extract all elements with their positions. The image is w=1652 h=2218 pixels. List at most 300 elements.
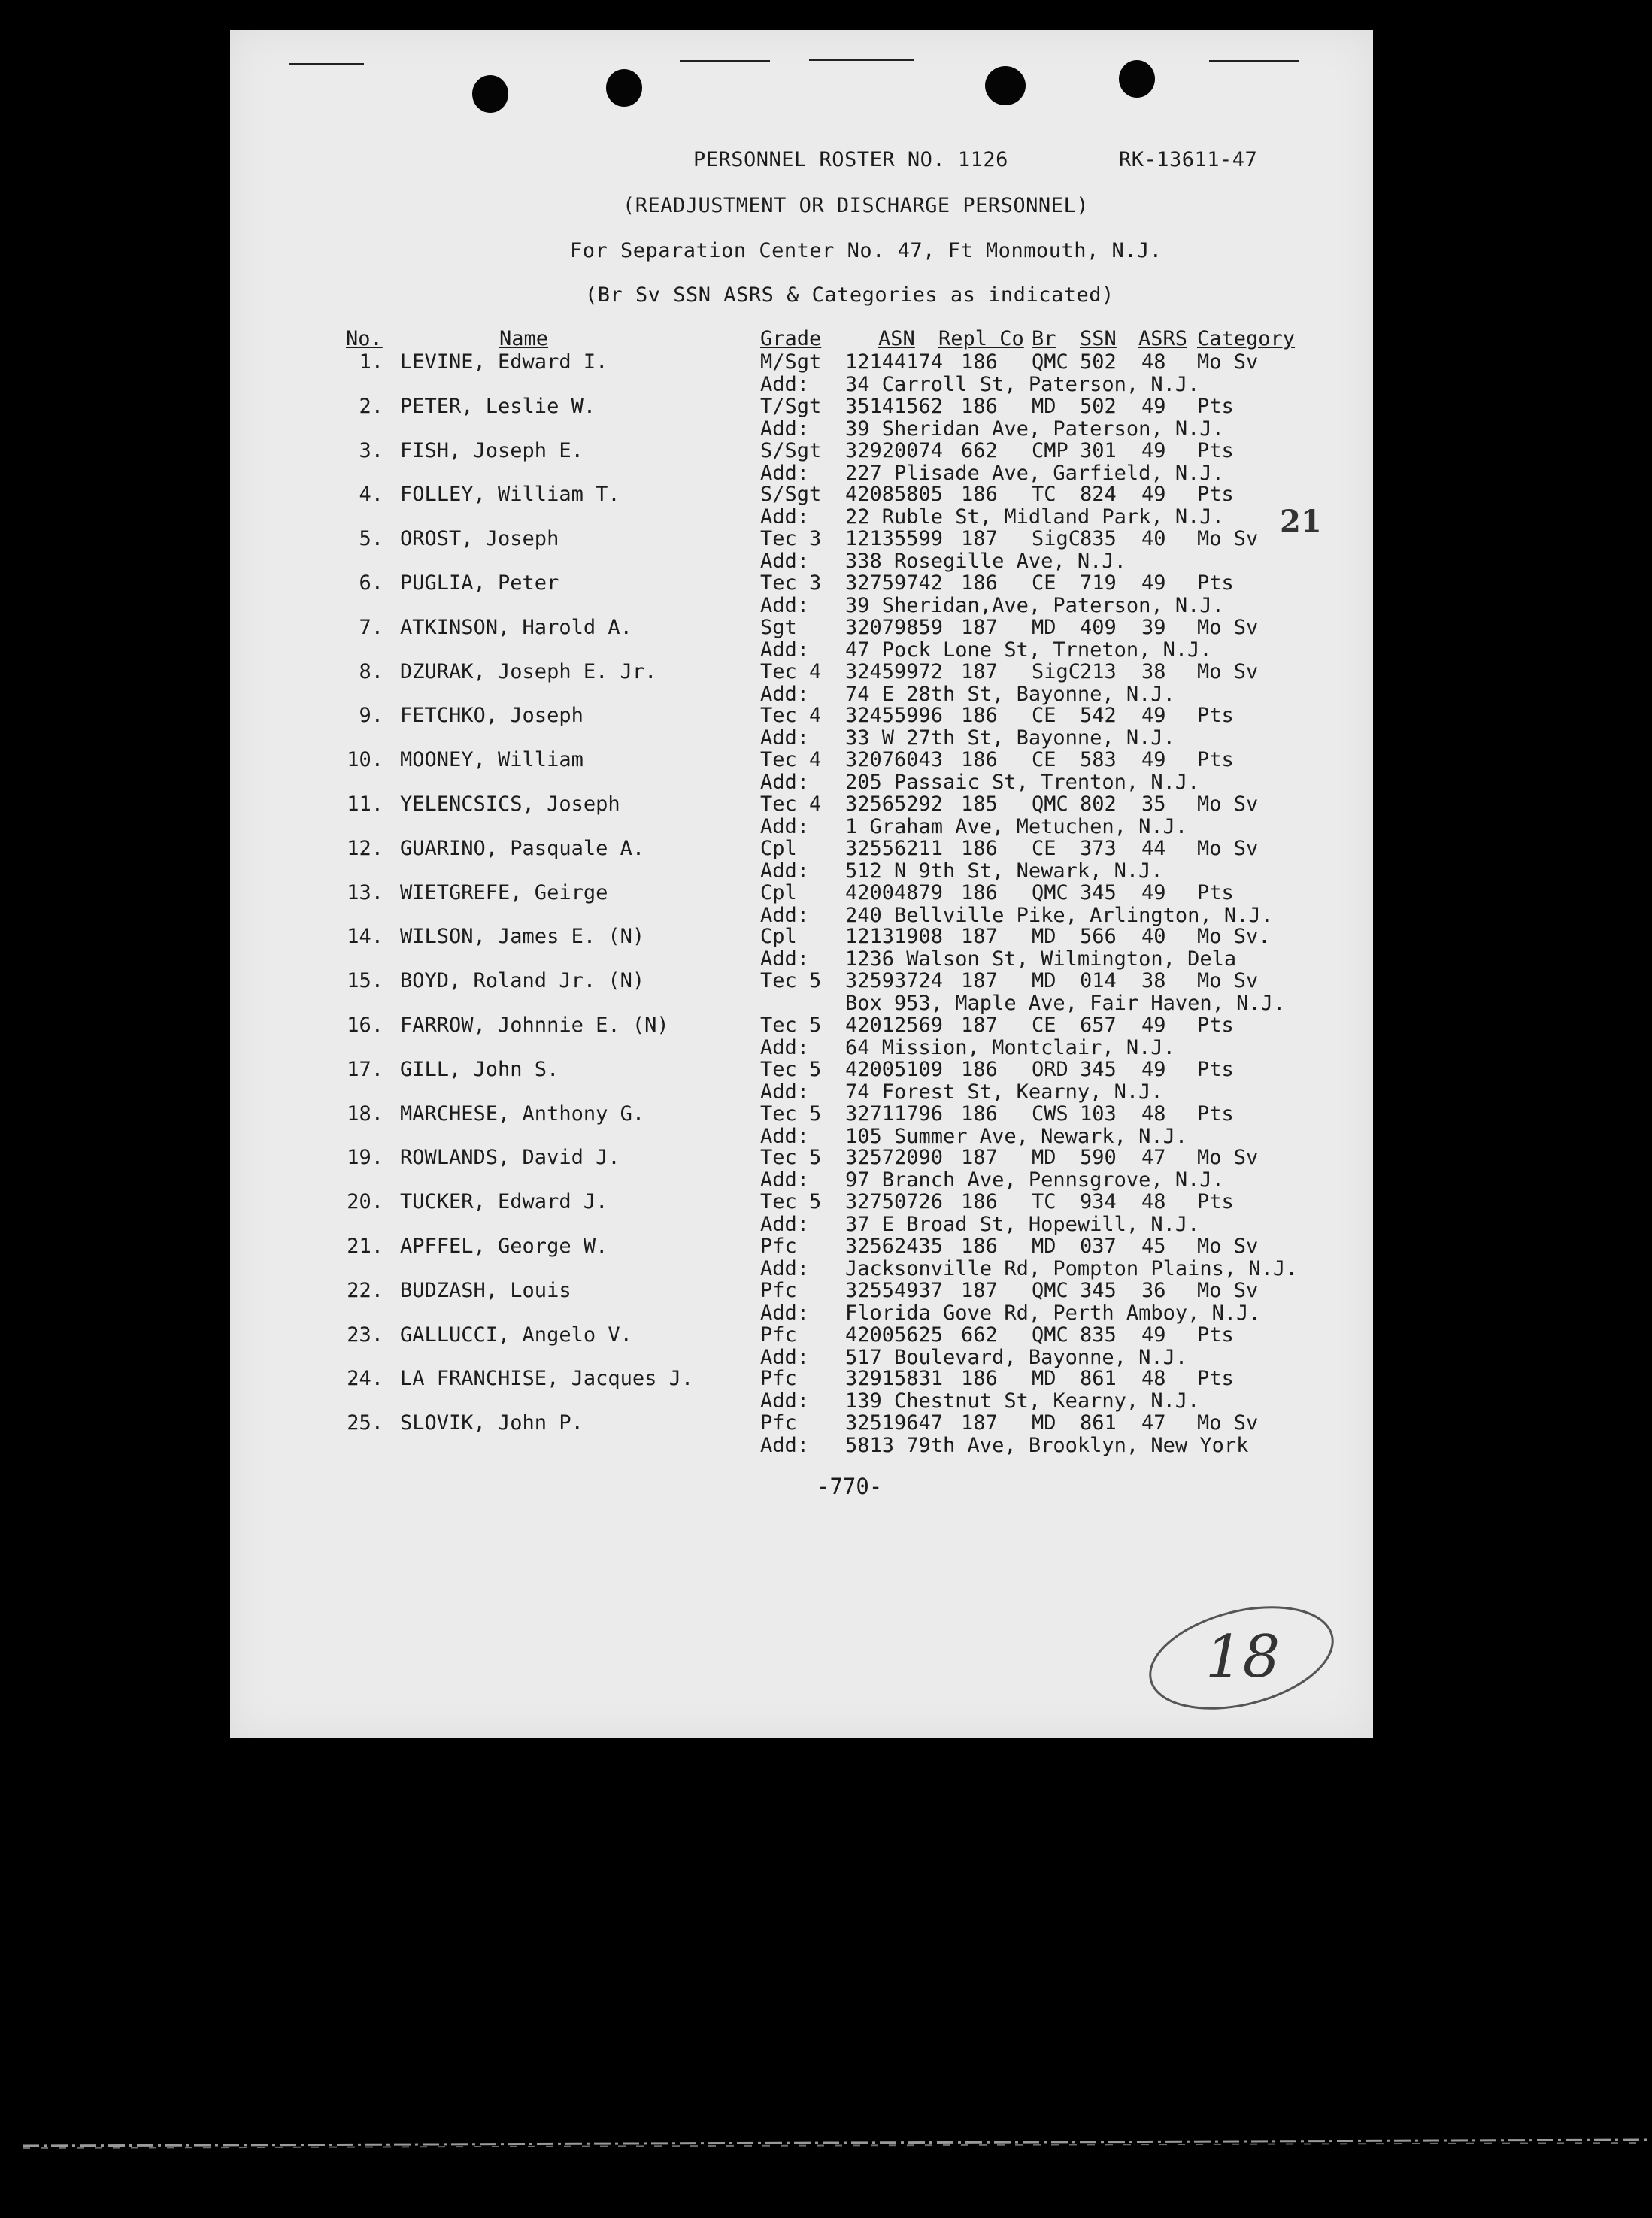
entry-address-label: Add: [760, 1389, 810, 1414]
entry-category: Mo Sv [1197, 615, 1259, 639]
entry-asrs: 49 [1141, 1057, 1166, 1081]
entry-ssn: 345 [1080, 1278, 1117, 1302]
entry-number: 24. [347, 1367, 383, 1391]
entry-ssn: 502 [1080, 350, 1117, 374]
entry-name: TUCKER, Edward J. [400, 1190, 608, 1214]
entry-grade: Tec 5 [760, 969, 822, 993]
punch-hole [606, 69, 642, 107]
scan-scratch [289, 63, 364, 65]
entry-repl-co: 186 [961, 1235, 998, 1258]
entry-ssn: 583 [1080, 748, 1117, 772]
entry-address: 5813 79th Ave, Brooklyn, New York [845, 1434, 1249, 1458]
entry-grade: Tec 3 [760, 571, 822, 595]
entry-repl-co: 187 [961, 615, 998, 639]
entry-asrs: 35 [1141, 792, 1166, 816]
entry-asrs: 44 [1141, 836, 1166, 860]
entry-grade: M/Sgt [760, 350, 822, 374]
entry-ssn: 861 [1080, 1411, 1117, 1435]
entry-category: Mo Sv [1197, 350, 1259, 374]
entry-address: 240 Bellville Pike, Arlington, N.J. [845, 903, 1273, 927]
entry-name: WIETGREFE, Geirge [400, 880, 608, 904]
entry-number: 8. [359, 659, 383, 683]
entry-grade: Sgt [760, 615, 797, 639]
entry-ssn: 502 [1080, 394, 1117, 418]
roster-entry [230, 1235, 1373, 1278]
entry-asn: 32556211 [845, 836, 944, 860]
entry-address-label: Add: [760, 947, 810, 971]
roster-entry [230, 836, 1373, 883]
entry-address-label: Add: [760, 1301, 810, 1325]
header-no: No. [346, 327, 383, 350]
entry-address: 47 Pock Lone St, Trneton, N.J. [845, 638, 1212, 662]
entry-ssn: 542 [1080, 704, 1117, 728]
entry-name: ROWLANDS, David J. [400, 1146, 620, 1170]
entry-branch: ORD [1032, 1057, 1068, 1081]
entry-grade: Tec 4 [760, 704, 822, 728]
entry-name: FETCHKO, Joseph [400, 704, 584, 728]
entry-branch: MD [1032, 925, 1056, 949]
entry-category: Mo Sv [1197, 1235, 1259, 1258]
entry-address: 74 E 28th St, Bayonne, N.J. [845, 682, 1175, 706]
entry-asrs: 48 [1141, 1190, 1166, 1214]
entry-repl-co: 186 [961, 483, 998, 507]
roster-entry [230, 704, 1373, 750]
entry-number: 25. [347, 1411, 383, 1435]
entry-address-label: Add: [760, 1213, 810, 1237]
entry-grade: Pfc [760, 1323, 797, 1347]
entry-branch: QMC [1032, 1278, 1068, 1302]
entry-branch: CE [1032, 571, 1056, 595]
handwritten-side-mark: 21 [1280, 504, 1322, 539]
roster-entry [230, 483, 1373, 529]
entry-repl-co: 187 [961, 1014, 998, 1037]
entry-name: BUDZASH, Louis [400, 1278, 571, 1302]
entry-asrs: 49 [1141, 394, 1166, 418]
entry-number: 16. [347, 1014, 383, 1037]
entry-address: 34 Carroll St, Paterson, N.J. [845, 373, 1200, 396]
entry-asn: 12144174 [845, 350, 944, 374]
scan-scratch [680, 60, 770, 62]
entry-asrs: 49 [1141, 704, 1166, 728]
separation-center: For Separation Center No. 47, Ft Monmouth, N.J. [570, 239, 1162, 262]
entry-address-label: Add: [760, 594, 810, 617]
entry-asn: 12131908 [845, 925, 944, 949]
entry-category: Pts [1197, 1057, 1234, 1081]
entry-asrs: 48 [1141, 1367, 1166, 1391]
entry-asrs: 39 [1141, 615, 1166, 639]
entry-grade: S/Sgt [760, 438, 822, 462]
entry-number: 21. [347, 1235, 383, 1258]
entry-asn: 32572090 [845, 1146, 944, 1170]
entry-address-label: Add: [760, 638, 810, 662]
entry-repl-co: 187 [961, 1146, 998, 1170]
entry-grade: Tec 5 [760, 1057, 822, 1081]
entry-branch: CMP [1032, 438, 1068, 462]
entry-repl-co: 186 [961, 704, 998, 728]
entry-address: 39 Sheridan,Ave, Paterson, N.J. [845, 594, 1224, 617]
scan-scratch [1209, 60, 1299, 62]
roster-entry [230, 527, 1373, 574]
entry-name: GILL, John S. [400, 1057, 559, 1081]
entry-address: 1236 Walson St, Wilmington, Dela [845, 947, 1237, 971]
entry-ssn: 345 [1080, 880, 1117, 904]
entry-asrs: 38 [1141, 969, 1166, 993]
entry-address-label: Add: [760, 815, 810, 838]
entry-asn: 32920074 [845, 438, 944, 462]
entry-address-label: Add: [760, 771, 810, 795]
entry-asn: 42012569 [845, 1014, 944, 1037]
entry-repl-co: 186 [961, 394, 998, 418]
entry-address: 97 Branch Ave, Pennsgrove, N.J. [845, 1168, 1224, 1192]
entry-ssn: 835 [1080, 527, 1117, 551]
entry-name: FOLLEY, William T. [400, 483, 620, 507]
roster-entry [230, 969, 1373, 1016]
entry-address-label: Add: [760, 726, 810, 750]
entry-address: 22 Ruble St, Midland Park, N.J. [845, 505, 1224, 529]
entry-ssn: 103 [1080, 1101, 1117, 1126]
entry-repl-co: 186 [961, 836, 998, 860]
entry-category: Mo Sv [1197, 1278, 1259, 1302]
entry-repl-co: 187 [961, 1411, 998, 1435]
entry-number: 14. [347, 925, 383, 949]
entry-name: YELENCSICS, Joseph [400, 792, 620, 816]
entry-asrs: 49 [1141, 483, 1166, 507]
entry-number: 22. [347, 1278, 383, 1302]
entry-address: 64 Mission, Montclair, N.J. [845, 1036, 1175, 1059]
entry-ssn: 373 [1080, 836, 1117, 860]
entry-name: FARROW, Johnnie E. (N) [400, 1014, 669, 1037]
entry-number: 19. [347, 1146, 383, 1170]
entry-repl-co: 187 [961, 969, 998, 993]
entry-branch: CWS [1032, 1101, 1068, 1126]
entry-address-label: Add: [760, 1036, 810, 1059]
entry-grade: Tec 4 [760, 792, 822, 816]
entry-asrs: 36 [1141, 1278, 1166, 1302]
entry-grade: Cpl [760, 925, 797, 949]
entry-number: 12. [347, 836, 383, 860]
entry-asn: 32565292 [845, 792, 944, 816]
roster-entry [230, 1323, 1373, 1367]
entry-address-label: Add: [760, 505, 810, 529]
entry-category: Pts [1197, 394, 1234, 418]
header-category: Category [1197, 327, 1296, 350]
page-number: -770- [817, 1474, 883, 1499]
film-edge-strip [0, 2135, 1652, 2153]
entry-category: Mo Sv [1197, 792, 1259, 816]
entry-grade: S/Sgt [760, 483, 822, 507]
entry-address-label: Add: [760, 417, 810, 441]
entry-branch: MD [1032, 615, 1056, 639]
entry-name: APFFEL, George W. [400, 1235, 608, 1258]
header-ssn: SSN [1080, 327, 1117, 350]
entry-branch: QMC [1032, 350, 1068, 374]
entry-category: Pts [1197, 1190, 1234, 1214]
entry-asrs: 49 [1141, 1323, 1166, 1347]
roster-entry [230, 1190, 1373, 1237]
roster-subtitle: (READJUSTMENT OR DISCHARGE PERSONNEL) [623, 194, 1089, 217]
entry-asn: 35141562 [845, 394, 944, 418]
reference-number: RK-13611-47 [1119, 148, 1258, 171]
roster-entry [230, 1102, 1373, 1146]
entry-asrs: 49 [1141, 748, 1166, 772]
entry-category: Mo Sv [1197, 1411, 1259, 1435]
entry-asrs: 45 [1141, 1235, 1166, 1258]
entry-name: MARCHESE, Anthony G. [400, 1101, 645, 1126]
scan-scratch [809, 59, 914, 61]
entry-ssn: 301 [1080, 438, 1117, 462]
entry-repl-co: 186 [961, 748, 998, 772]
roster-entry [230, 1014, 1373, 1057]
entry-ssn: 213 [1080, 659, 1117, 683]
entry-repl-co: 186 [961, 1101, 998, 1126]
entry-branch: MD [1032, 1146, 1056, 1170]
header-asn: ASN [878, 327, 915, 350]
entry-asn: 32455996 [845, 704, 944, 728]
roster-entry [230, 660, 1373, 704]
entry-ssn: 861 [1080, 1367, 1117, 1391]
entry-category: Mo Sv [1197, 969, 1259, 993]
entry-asrs: 49 [1141, 880, 1166, 904]
entry-asrs: 47 [1141, 1411, 1166, 1435]
roster-title: PERSONNEL ROSTER NO. 1126 [693, 148, 1008, 171]
entry-asrs: 48 [1141, 350, 1166, 374]
entry-asrs: 48 [1141, 1101, 1166, 1126]
entry-address-label: Add: [760, 373, 810, 396]
entry-address-label: Add: [760, 1434, 810, 1458]
entry-ssn: 719 [1080, 571, 1117, 595]
entry-number: 6. [359, 571, 383, 595]
entry-address: 227 Plisade Ave, Garfield, N.J. [845, 461, 1224, 485]
entry-number: 9. [359, 704, 383, 728]
entry-asn: 32593724 [845, 969, 944, 993]
entry-branch: MD [1032, 1367, 1056, 1391]
entry-address: 205 Passaic St, Trenton, N.J. [845, 771, 1200, 795]
header-name: Name [499, 327, 549, 350]
entry-branch: CE [1032, 748, 1056, 772]
roster-table [230, 350, 1373, 1456]
entry-address: 517 Boulevard, Bayonne, N.J. [845, 1345, 1188, 1369]
entry-asrs: 38 [1141, 659, 1166, 683]
entry-address-label: Add: [760, 682, 810, 706]
circled-note-text: 18 [1205, 1623, 1281, 1691]
entry-number: 17. [347, 1057, 383, 1081]
entry-asn: 42004879 [845, 880, 944, 904]
punch-hole [472, 75, 508, 113]
entry-grade: Tec 5 [760, 1014, 822, 1037]
entry-branch: QMC [1032, 1323, 1068, 1347]
entry-asn: 32519647 [845, 1411, 944, 1435]
entry-branch: SigC [1032, 659, 1081, 683]
entry-category: Mo Sv [1197, 659, 1259, 683]
roster-entry [230, 1279, 1373, 1323]
entry-repl-co: 186 [961, 1057, 998, 1081]
entry-grade: Tec 4 [760, 748, 822, 772]
entry-ssn: 590 [1080, 1146, 1117, 1170]
entry-branch: TC [1032, 1190, 1056, 1214]
entry-category: Mo Sv. [1197, 925, 1271, 949]
entry-asn: 32459972 [845, 659, 944, 683]
roster-entry [230, 615, 1373, 662]
entry-category: Pts [1197, 1367, 1234, 1391]
entry-grade: T/Sgt [760, 394, 822, 418]
entry-address: 105 Summer Ave, Newark, N.J. [845, 1124, 1188, 1148]
entry-name: LA FRANCHISE, Jacques J. [400, 1367, 694, 1391]
entry-ssn: 566 [1080, 925, 1117, 949]
entry-category: Pts [1197, 880, 1234, 904]
entry-asn: 42085805 [845, 483, 944, 507]
entry-asn: 42005625 [845, 1323, 944, 1347]
roster-entry [230, 1411, 1373, 1458]
entry-name: FISH, Joseph E. [400, 438, 584, 462]
entry-address: 139 Chestnut St, Kearny, N.J. [845, 1389, 1200, 1414]
entry-asrs: 47 [1141, 1146, 1166, 1170]
entry-grade: Tec 3 [760, 527, 822, 551]
entry-asn: 32079859 [845, 615, 944, 639]
entry-address: 338 Rosegille Ave, N.J. [845, 550, 1126, 574]
entry-category: Mo Sv [1197, 836, 1259, 860]
entry-address-label: Add: [760, 461, 810, 485]
entry-repl-co: 187 [961, 1278, 998, 1302]
entry-repl-co: 187 [961, 527, 998, 551]
entry-number: 3. [359, 438, 383, 462]
entry-branch: QMC [1032, 792, 1068, 816]
entry-branch: TC [1032, 483, 1056, 507]
entry-address-label: Add: [760, 550, 810, 574]
roster-entry [230, 925, 1373, 971]
entry-category: Pts [1197, 748, 1234, 772]
entry-number: 18. [347, 1101, 383, 1126]
entry-ssn: 835 [1080, 1323, 1117, 1347]
entry-name: WILSON, James E. (N) [400, 925, 645, 949]
entry-address-label: Add: [760, 1257, 810, 1280]
entry-asn: 32076043 [845, 748, 944, 772]
entry-branch: MD [1032, 394, 1056, 418]
entry-name: BOYD, Roland Jr. (N) [400, 969, 645, 993]
entry-name: GALLUCCI, Angelo V. [400, 1323, 632, 1347]
entry-repl-co: 187 [961, 659, 998, 683]
entry-address: 33 W 27th St, Bayonne, N.J. [845, 726, 1175, 750]
roster-entry [230, 792, 1373, 836]
entry-ssn: 934 [1080, 1190, 1117, 1214]
entry-ssn: 037 [1080, 1235, 1117, 1258]
header-br: Br [1032, 327, 1056, 350]
entry-ssn: 802 [1080, 792, 1117, 816]
entry-address-label: Add: [760, 903, 810, 927]
header-grade: Grade [760, 327, 822, 350]
entry-number: 11. [347, 792, 383, 816]
entry-address: 39 Sheridan Ave, Paterson, N.J. [845, 417, 1224, 441]
entry-address-label: Add: [760, 1124, 810, 1148]
entry-repl-co: 186 [961, 350, 998, 374]
entry-number: 2. [359, 394, 383, 418]
entry-asn: 32711796 [845, 1101, 944, 1126]
entry-ssn: 657 [1080, 1014, 1117, 1037]
header-repl-co: Repl Co [938, 327, 1024, 350]
entry-grade: Pfc [760, 1235, 797, 1258]
roster-entry [230, 439, 1373, 483]
punch-hole [985, 66, 1026, 105]
entry-name: LEVINE, Edward I. [400, 350, 608, 374]
entry-asn: 12135599 [845, 527, 944, 551]
entry-asrs: 40 [1141, 925, 1166, 949]
entry-number: 7. [359, 615, 383, 639]
entry-name: ATKINSON, Harold A. [400, 615, 632, 639]
entry-number: 10. [347, 748, 383, 772]
entry-category: Mo Sv [1197, 527, 1259, 551]
entry-grade: Tec 5 [760, 1146, 822, 1170]
entry-repl-co: 186 [961, 880, 998, 904]
entry-ssn: 345 [1080, 1057, 1117, 1081]
entry-number: 5. [359, 527, 383, 551]
entry-repl-co: 662 [961, 1323, 998, 1347]
entry-ssn: 824 [1080, 483, 1117, 507]
entry-asrs: 49 [1141, 571, 1166, 595]
entry-asn: 42005109 [845, 1057, 944, 1081]
entry-address-label: Add: [760, 1168, 810, 1192]
entry-category: Pts [1197, 704, 1234, 728]
entry-asrs: 49 [1141, 1014, 1166, 1037]
entry-address-label: Add: [760, 859, 810, 883]
entry-repl-co: 662 [961, 438, 998, 462]
entry-address: Florida Gove Rd, Perth Amboy, N.J. [845, 1301, 1261, 1325]
entry-asrs: 49 [1141, 438, 1166, 462]
entry-name: OROST, Joseph [400, 527, 559, 551]
entry-asn: 32915831 [845, 1367, 944, 1391]
roster-entry [230, 1367, 1373, 1414]
roster-entry [230, 1146, 1373, 1192]
entry-address: 37 E Broad St, Hopewill, N.J. [845, 1213, 1200, 1237]
entry-grade: Cpl [760, 836, 797, 860]
entry-address: 74 Forest St, Kearny, N.J. [845, 1080, 1163, 1104]
roster-entry [230, 394, 1373, 441]
roster-entry [230, 881, 1373, 925]
entry-branch: MD [1032, 1235, 1056, 1258]
entry-address: 512 N 9th St, Newark, N.J. [845, 859, 1163, 883]
entry-repl-co: 186 [961, 1190, 998, 1214]
entry-asrs: 40 [1141, 527, 1166, 551]
entry-number: 15. [347, 969, 383, 993]
entry-number: 1. [359, 350, 383, 374]
entry-grade: Pfc [760, 1411, 797, 1435]
entry-repl-co: 187 [961, 925, 998, 949]
entry-name: PUGLIA, Peter [400, 571, 559, 595]
entry-branch: MD [1032, 969, 1056, 993]
entry-name: SLOVIK, John P. [400, 1411, 584, 1435]
roster-entry [230, 748, 1373, 795]
entry-name: DZURAK, Joseph E. Jr. [400, 659, 657, 683]
entry-grade: Tec 5 [760, 1190, 822, 1214]
entry-branch: CE [1032, 1014, 1056, 1037]
entry-repl-co: 185 [961, 792, 998, 816]
entry-asn: 32759742 [845, 571, 944, 595]
entry-branch: QMC [1032, 880, 1068, 904]
entry-name: GUARINO, Pasquale A. [400, 836, 645, 860]
entry-name: MOONEY, William [400, 748, 584, 772]
entry-ssn: 409 [1080, 615, 1117, 639]
entry-name: PETER, Leslie W. [400, 394, 596, 418]
entry-number: 13. [347, 880, 383, 904]
entry-grade: Pfc [760, 1278, 797, 1302]
roster-entry [230, 350, 1373, 394]
entry-grade: Cpl [760, 880, 797, 904]
entry-branch: CE [1032, 704, 1056, 728]
entry-category: Pts [1197, 1014, 1234, 1037]
entry-repl-co: 186 [961, 571, 998, 595]
entry-ssn: 014 [1080, 969, 1117, 993]
entry-grade: Tec 4 [760, 659, 822, 683]
entry-category: Mo Sv [1197, 1146, 1259, 1170]
entry-category: Pts [1197, 571, 1234, 595]
